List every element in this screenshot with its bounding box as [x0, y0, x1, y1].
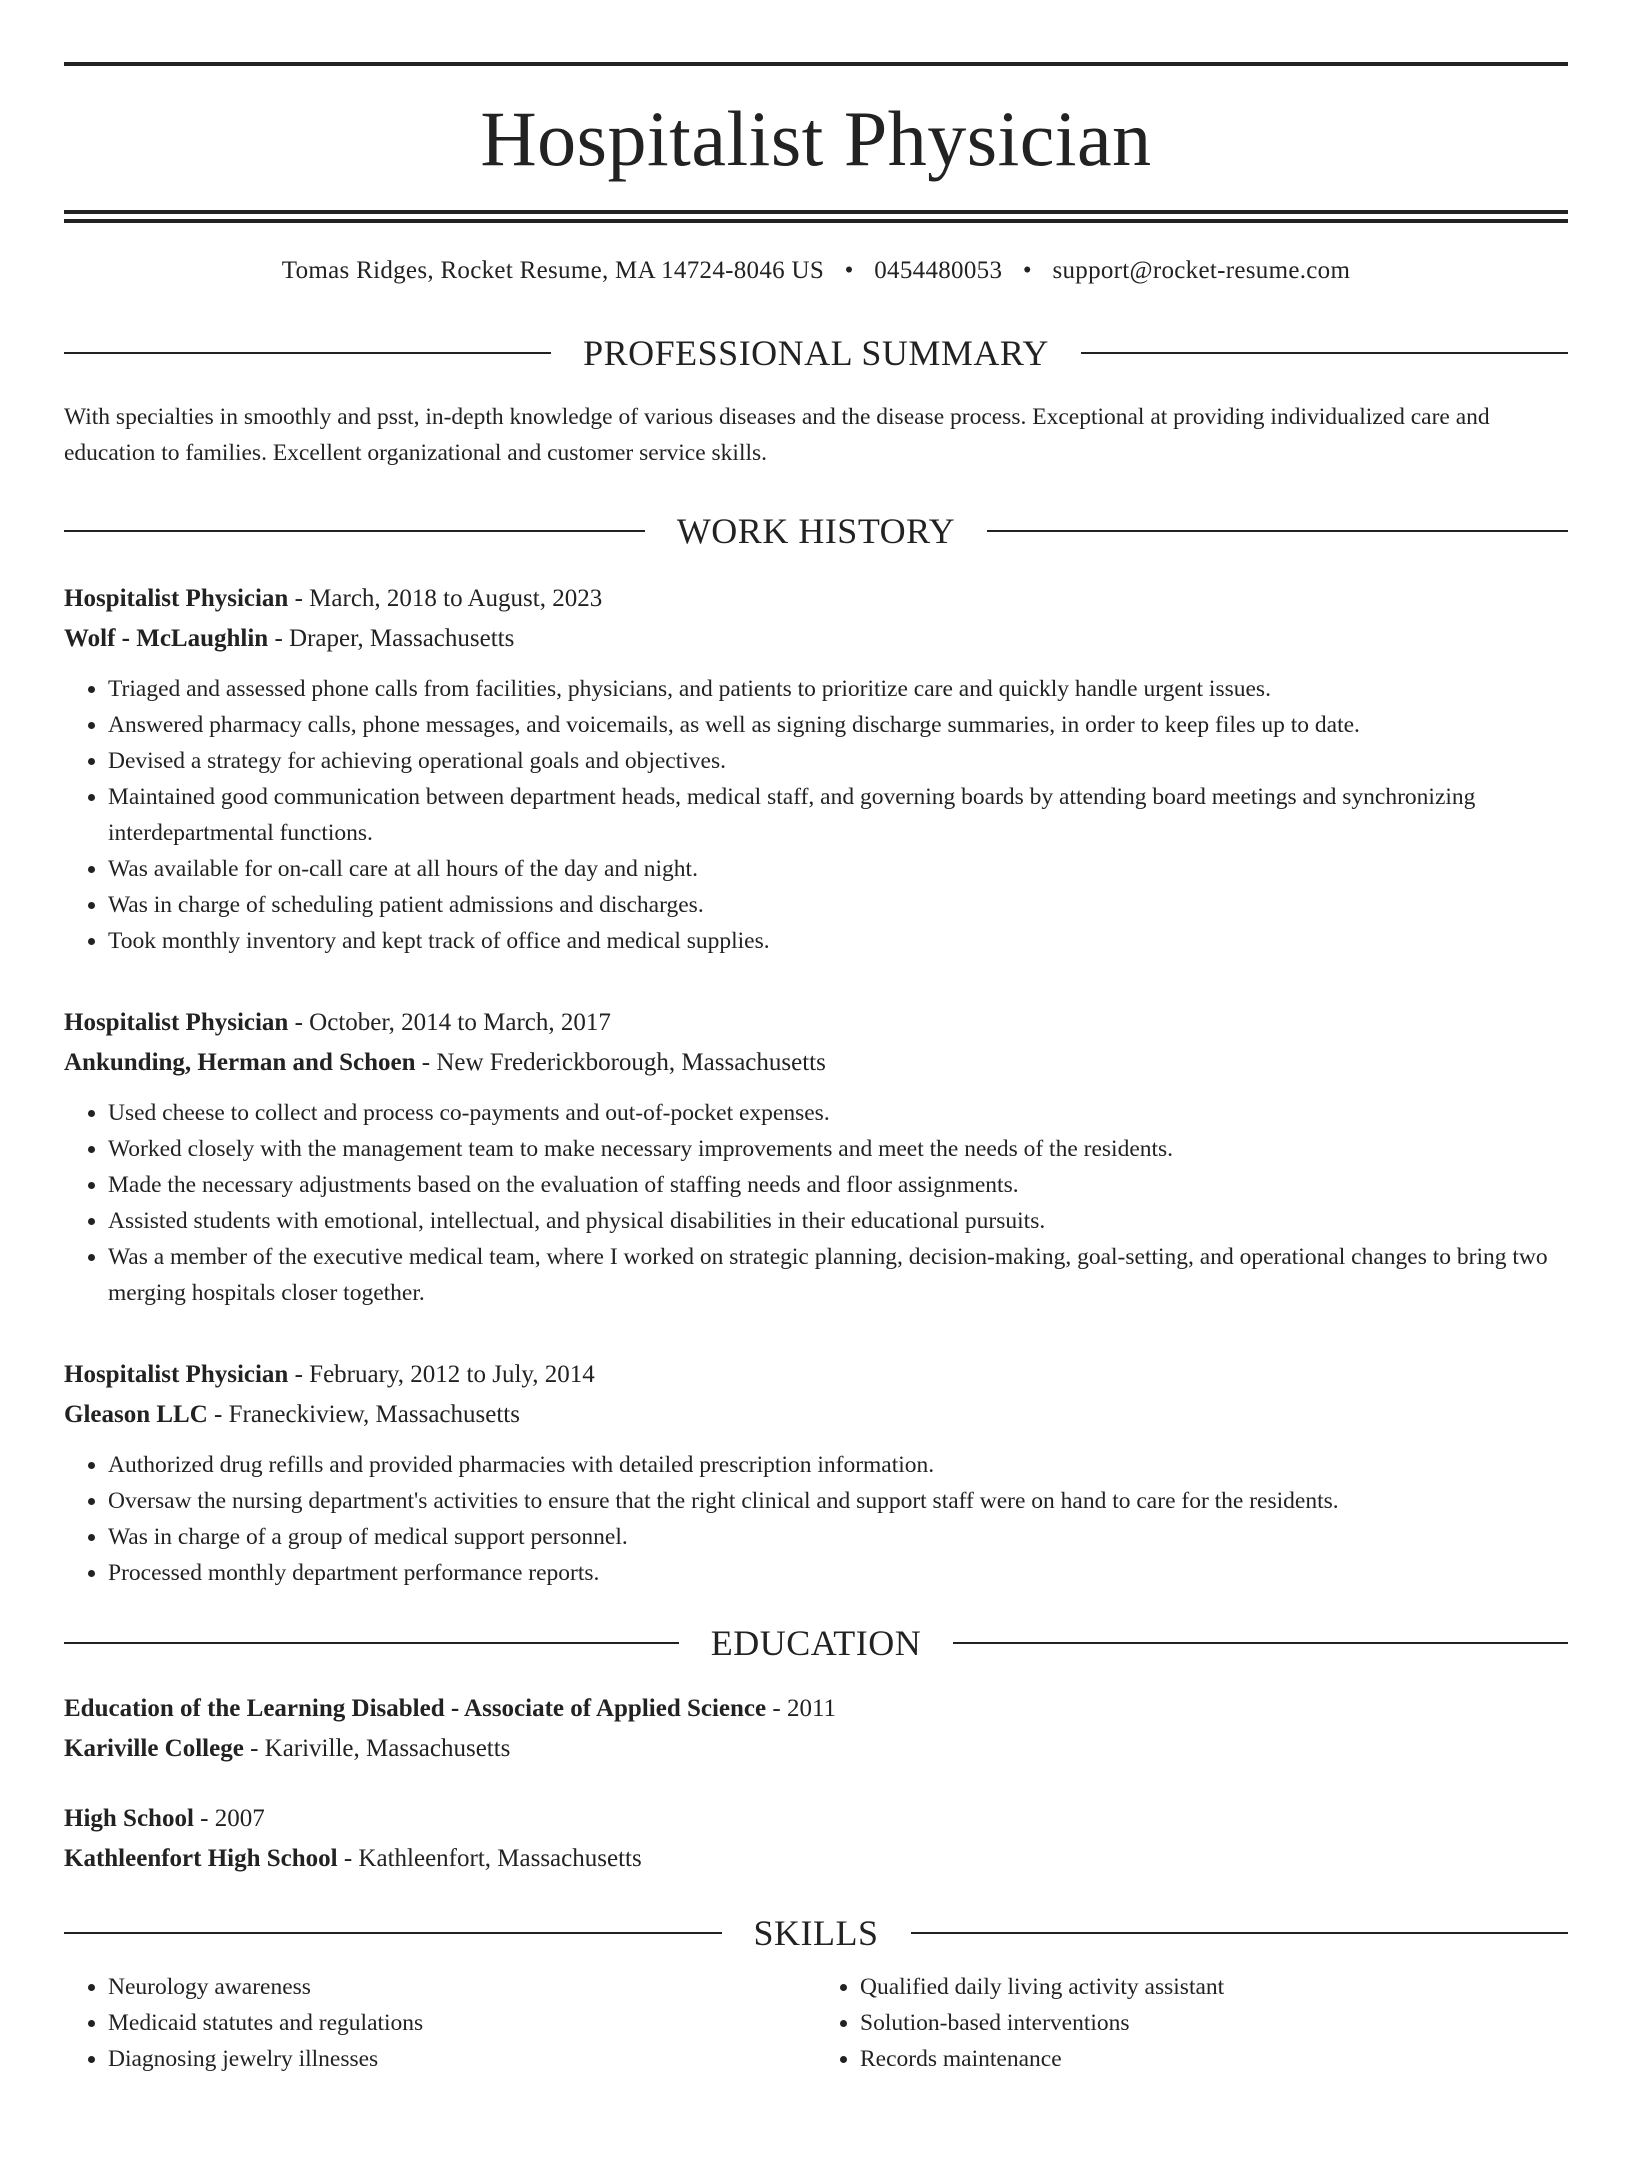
list-item: • Authorized drug refills and provided pharmacies with detailed prescription information. [108, 1447, 1568, 1483]
job-company-line [64, 619, 1568, 659]
skills-heading: SKILLS [753, 1913, 879, 1953]
list-item: • Records maintenance [860, 2041, 1568, 2077]
work-heading: WORK HISTORY [676, 511, 956, 551]
education-entry [64, 1799, 1568, 1879]
job-company: Gleason LLC [64, 1401, 208, 1428]
education-entry [64, 1689, 1568, 1769]
list-item: • Was in charge of scheduling patient admissions and discharges. [108, 887, 1568, 923]
list-item: • Triaged and assessed phone calls from facilities, physicians, and patients to prioritize care and quickly handle urgent issues. [108, 671, 1568, 707]
skills-heading-row [64, 1915, 1568, 1951]
list-item: • Was available for on-call care at all hours of the day and night. [108, 851, 1568, 887]
heading-rule [1081, 352, 1568, 354]
job-title: Hospitalist Physician [64, 1361, 289, 1388]
skills-left-list [64, 1969, 816, 2077]
list-item: • Medicaid statutes and regulations [108, 2005, 816, 2041]
list-item: • Neurology awareness [108, 1969, 816, 2005]
job-location: - New Frederickborough, Massachusetts [415, 1049, 826, 1076]
contact-address: Tomas Ridges, Rocket Resume, MA 14724-8046 US [281, 257, 825, 284]
contact-separator: • [1022, 257, 1032, 284]
heading-rule [953, 1642, 1568, 1644]
contact-email: support@rocket-resume.com [1052, 257, 1351, 284]
job-title-line [64, 1003, 1568, 1043]
education-degree: Education of the Learning Disabled - Associate of Applied Science [64, 1695, 767, 1722]
summary-text: With specialties in smoothly and psst, in-depth knowledge of various diseases and the disease process. Exceptional at providing individualized care and education to families. Excellent organizational and customer service skills. [64, 404, 1490, 466]
heading-rule [987, 530, 1568, 532]
job-entry [64, 1003, 1568, 1311]
list-item: • Took monthly inventory and kept track of office and medical supplies. [108, 923, 1568, 959]
list-item: • Maintained good communication between department heads, medical staff, and governing boards by attending board meetings and synchronizing interdepartmental functions. [108, 779, 1568, 851]
list-item: • Made the necessary adjustments based on the evaluation of staffing needs and floor assignments. [108, 1167, 1568, 1203]
education-degree-line [64, 1689, 1568, 1729]
list-item: • Used cheese to collect and process co-payments and out-of-pocket expenses. [108, 1095, 1568, 1131]
resume-title: Hospitalist Physician [480, 95, 1152, 182]
education-heading-row [64, 1625, 1568, 1661]
list-item: • Devised a strategy for achieving operational goals and objectives. [108, 743, 1568, 779]
skills-columns [64, 1969, 1568, 2077]
job-bullets [64, 671, 1568, 959]
job-location: - Draper, Massachusetts [268, 625, 515, 652]
title-double-rule [64, 210, 1568, 223]
job-company-line [64, 1395, 1568, 1435]
heading-rule [64, 352, 551, 354]
job-company: Ankunding, Herman and Schoen [64, 1049, 416, 1076]
summary-heading-row [64, 335, 1568, 371]
heading-rule [911, 1932, 1569, 1934]
heading-rule [64, 1932, 722, 1934]
job-dates: - March, 2018 to August, 2023 [288, 585, 603, 612]
job-company: Wolf - McLaughlin [64, 625, 269, 652]
job-title-line [64, 579, 1568, 619]
education-school: Kathleenfort High School [64, 1845, 338, 1872]
job-dates: - October, 2014 to March, 2017 [288, 1009, 611, 1036]
job-title: Hospitalist Physician [64, 1009, 289, 1036]
list-item: • Qualified daily living activity assistant [860, 1969, 1568, 2005]
list-item: • Was a member of the executive medical team, where I worked on strategic planning, decision-making, goal-setting, and operational changes to bring two merging hospitals closer together. [108, 1239, 1568, 1311]
education-heading: EDUCATION [710, 1623, 922, 1663]
list-item: • Diagnosing jewelry illnesses [108, 2041, 816, 2077]
education-degree: High School [64, 1805, 194, 1832]
list-item: • Assisted students with emotional, intellectual, and physical disabilities in their educational pursuits. [108, 1203, 1568, 1239]
contact-line [64, 257, 1568, 285]
skills-right-list [816, 1969, 1568, 2077]
job-entry [64, 1355, 1568, 1591]
top-rule [64, 62, 1568, 66]
list-item: • Processed monthly department performance reports. [108, 1555, 1568, 1591]
list-item: • Was in charge of a group of medical support personnel. [108, 1519, 1568, 1555]
work-heading-row [64, 513, 1568, 549]
list-item: • Worked closely with the management team to make necessary improvements and meet the needs of the residents. [108, 1131, 1568, 1167]
job-bullets [64, 1095, 1568, 1311]
education-school-line [64, 1729, 1568, 1769]
education-school: Kariville College [64, 1735, 244, 1762]
list-item: • Answered pharmacy calls, phone messages, and voicemails, as well as signing discharge summaries, in order to keep files up to date. [108, 707, 1568, 743]
job-entry [64, 579, 1568, 959]
education-degree-line [64, 1799, 1568, 1839]
job-location: - Franeckiview, Massachusetts [207, 1401, 520, 1428]
resume-page [0, 62, 1632, 2174]
heading-rule [64, 530, 645, 532]
contact-phone: 0454480053 [874, 257, 1003, 284]
education-school-line [64, 1839, 1568, 1879]
contact-separator: • [844, 257, 854, 284]
education-year: - 2011 [766, 1695, 837, 1722]
summary-heading: PROFESSIONAL SUMMARY [583, 333, 1049, 373]
job-title: Hospitalist Physician [64, 585, 289, 612]
job-title-line [64, 1355, 1568, 1395]
education-year: - 2007 [193, 1805, 265, 1832]
list-item: • Oversaw the nursing department's activities to ensure that the right clinical and support staff were on hand to care for the residents. [108, 1483, 1568, 1519]
job-dates: - February, 2012 to July, 2014 [288, 1361, 595, 1388]
job-company-line [64, 1043, 1568, 1083]
education-location: - Kathleenfort, Massachusetts [337, 1845, 642, 1872]
education-location: - Kariville, Massachusetts [243, 1735, 511, 1762]
job-bullets [64, 1447, 1568, 1591]
heading-rule [64, 1642, 679, 1644]
list-item: • Solution-based interventions [860, 2005, 1568, 2041]
